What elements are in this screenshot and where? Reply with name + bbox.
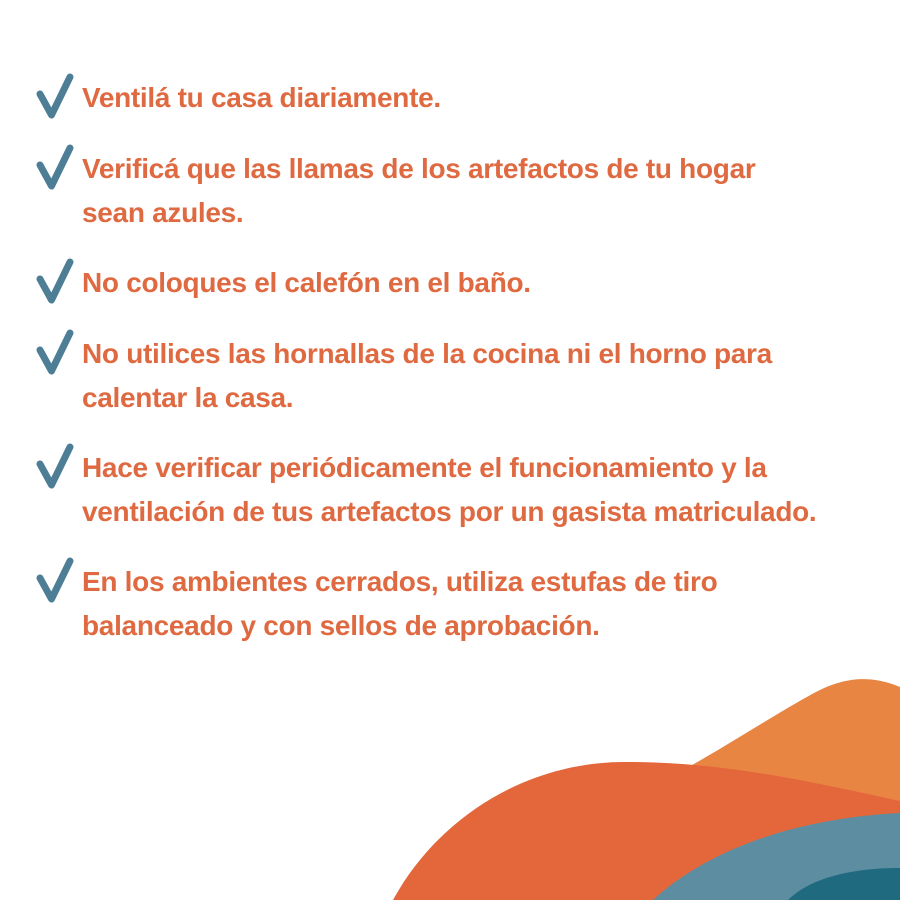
checklist-item — [36, 332, 892, 420]
safety-checklist — [36, 76, 892, 674]
checkmark-icon — [36, 73, 74, 121]
checkmark-icon — [36, 443, 74, 491]
checkmark-icon — [36, 557, 74, 605]
checklist-text: Verificá que las llamas de los artefactos de tu hogar — [82, 153, 756, 184]
checklist-text: Hace verificar periódicamente el funcionamiento y la — [82, 452, 767, 483]
checklist-text: calentar la casa. — [82, 382, 294, 413]
checklist-item — [36, 261, 892, 306]
checklist-text: balanceado y con sellos de aprobación. — [82, 610, 600, 641]
checklist-text: No coloques el calefón en el baño. — [82, 267, 531, 298]
checklist-text: En los ambientes cerrados, utiliza estufas de tiro — [82, 566, 718, 597]
checklist-item — [36, 76, 892, 121]
wave-orange-dark — [393, 762, 900, 900]
checklist-item — [36, 560, 892, 648]
checklist-text: No utilices las hornallas de la cocina ni el horno para — [82, 338, 772, 369]
checklist-item — [36, 147, 892, 235]
checkmark-icon — [36, 144, 74, 192]
checklist-text: Ventilá tu casa diariamente. — [82, 82, 441, 113]
wave-teal-dark — [788, 868, 900, 900]
wave-orange-light — [683, 679, 900, 900]
wave-teal-medium — [653, 813, 900, 900]
checkmark-icon — [36, 258, 74, 306]
checklist-text: sean azules. — [82, 197, 244, 228]
checklist-text: ventilación de tus artefactos por un gasista matriculado. — [82, 496, 817, 527]
checkmark-icon — [36, 329, 74, 377]
checklist-item — [36, 446, 892, 534]
